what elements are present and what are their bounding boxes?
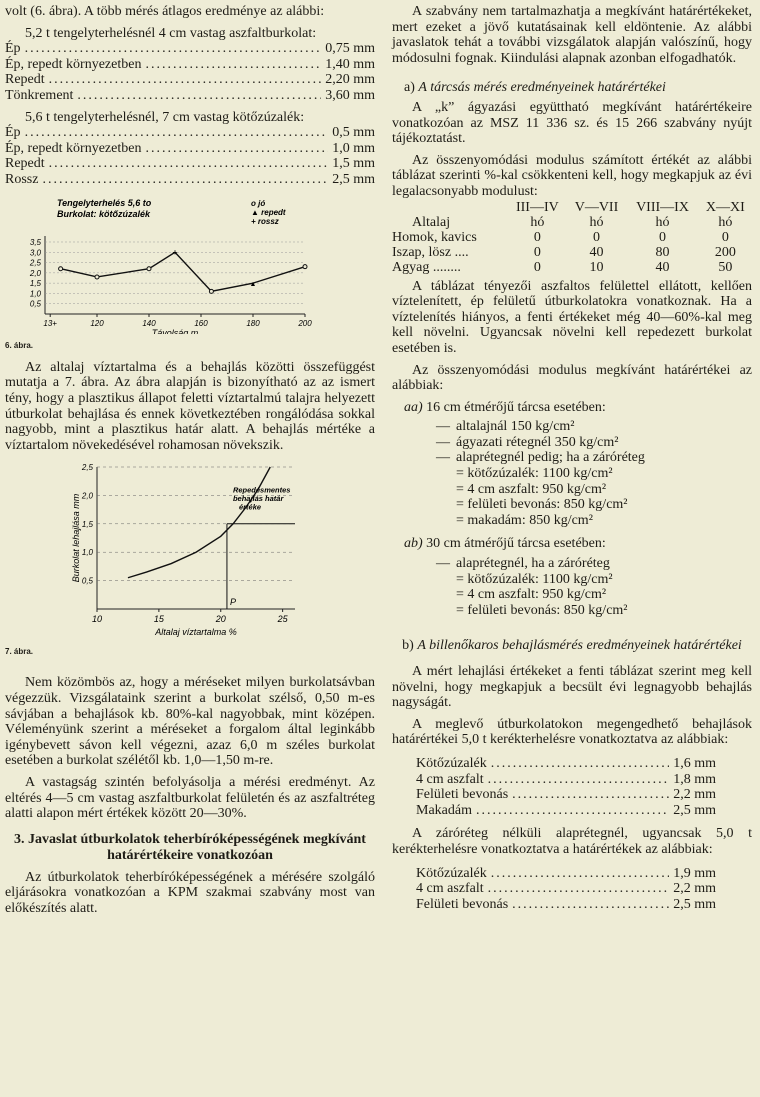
aa-list [392,419,752,528]
table-cell: Iszap, lösz .... [392,244,469,260]
dash-mark: — [436,450,450,466]
aa-label: aa) [404,399,423,415]
limit-item [392,450,752,466]
table-subheader-cell: hó [589,214,604,230]
value-amount: 2,5 mm [332,171,375,187]
ab-title: 30 cm átmérőjű tárcsa esetében: [426,536,606,552]
leader-dots [77,88,321,104]
value-label: Kötőzúzalék [416,865,487,881]
figure-7 [5,459,375,659]
paragraph-k: A „k” ágyazási együttható megkívánt határértékeire vonatkozóan az MSZ 11 336 sz. és 15 266 szabvány nyújt tájékoztatást. [392,99,752,147]
base-list [416,866,716,913]
value-amount: 0,5 mm [332,125,375,141]
x-tick-label: 180 [246,318,260,328]
data-line [61,252,305,291]
ab-label: ab) [404,536,423,552]
value-label: Rossz [5,171,39,187]
figure-6-chart [5,194,335,334]
figure-6-caption: 6. ábra. [5,341,34,351]
value-row [416,881,716,897]
value-label: Ép [5,125,21,141]
value-row [416,772,716,788]
table-cell: 200 [714,244,736,260]
limit-text: altalajnál 150 kg/cm² [456,419,575,435]
limit-item [392,435,752,451]
leader-dots [145,57,321,73]
value-label: Makadám [416,802,472,818]
paragraph-allowed: A meglevő útburkolatokon megengedhető behajlások határértékei 5,0 t kerékterhelésre vonatkoztatva az alábbiak: [392,716,752,748]
paragraph-standard: Az útburkolatok teherbíróképességének a mérésére szolgáló eljárásokra vonatkozóan a KPM szakmai szabvány most van előkészítés alatt. [5,869,375,916]
figure-6 [5,194,375,354]
y-tick-label: 1,5 [29,278,41,288]
data-point [303,264,307,268]
table-cell: 40 [589,244,604,260]
figure-7-caption: 7. ábra. [5,646,34,656]
value-amount: 2,5 mm [673,896,716,912]
table-cell: 10 [589,259,604,275]
ab-list [392,556,752,618]
table-subheader-cell: hó [655,214,670,230]
table-subheader-cell: hó [530,214,545,230]
y-tick-label: 2,0 [81,491,93,501]
value-row [5,141,375,157]
value-amount: 1,6 mm [673,755,716,771]
subsection-a-label: a) [404,80,415,96]
y-tick-label: 1,0 [29,288,41,298]
limit-subitem: = makadám: 850 kg/cm² [456,512,593,528]
leader-dots [42,172,328,188]
value-row [5,57,375,73]
table-cell: 50 [718,259,733,275]
data-point: + [172,246,178,257]
table-cell: Homok, kavics [392,229,477,245]
value-label: Ép [5,41,21,57]
limit-item [392,419,752,435]
paragraph-limits: Az összenyomódási modulus megkívánt határértékei az alábbiak: [392,362,752,394]
value-amount: 3,60 mm [325,87,375,103]
group1-list [5,41,375,103]
value-label: Kötőzúzalék [416,755,487,771]
y-tick-label: 0,5 [29,299,41,309]
paragraph-standard-cont: A szabvány nem tartalmazhatja a megkívánt határértékeket, mert ezeket a jövő kutatásainak kell eldöntenie. Az alábbi javaslatok tehát a további vizsgálatok alapján valószínű, hogy módosulni fognak. Kiindulási alapnak azonban elfogadhatók. [392,4,752,66]
x-tick-label: 10 [91,614,103,625]
value-label: Repedt [5,156,45,172]
table-header-cell: V—VII [574,199,619,215]
data-line [128,467,270,578]
leader-dots [491,866,669,882]
table-subheader-cell: Altalaj [412,214,451,230]
leader-dots [488,772,670,788]
value-amount: 2,20 mm [325,72,375,88]
legend-entry: ▲ repedt [251,207,286,217]
value-label: Repedt [5,72,45,88]
value-label: Ép, repedt környezetben [5,56,142,72]
value-label: Felületi bevonás [416,896,509,912]
value-label: 4 cm aszfalt [416,881,484,897]
group1-title: 5,2 t tengelyterhelésnél 4 cm vastag aszfaltburkolat: [25,25,317,41]
table-cell: 0 [533,259,541,275]
value-row [416,897,716,913]
value-label: Ép, repedt környezetben [5,140,142,156]
table-cell: 80 [655,244,670,260]
x-axis-label: Távolság m [151,327,199,334]
table-row [392,230,752,245]
value-amount: 0,75 mm [325,41,375,57]
value-row [416,756,716,772]
limit-subitem: = felületi bevonás: 850 kg/cm² [456,497,628,513]
chart-title-line1: Tengelyterhelés 5,6 to [57,197,152,208]
data-point [95,275,99,279]
limit-text: alaprétegnél pedig; ha a záróréteg [456,450,645,466]
dash-mark: — [436,556,450,572]
table-cell: 0 [659,229,666,245]
x-tick-label: 13+ [43,318,57,328]
table-subheader-cell: hó [718,214,733,230]
leader-dots [512,787,669,803]
ab-heading [404,536,752,552]
data-point [59,266,63,270]
paragraph-base: A záróréteg nélküli alaprétegnél, ugyancsak 5,0 t kerékterhelésre vonatkoztatva a határértékek az alábbiak: [392,826,752,857]
dash-mark: — [436,434,450,450]
y-tick-label: 1,0 [81,548,93,558]
y-tick-label: 1,5 [81,520,93,530]
seasonal-table [392,200,752,275]
subsection-a-title: A tárcsás mérés eredményeinek határértékei [418,80,666,96]
limit-subitem: = kötőzúzalék: 1100 kg/cm² [456,571,613,587]
y-tick-label: 2,0 [29,268,41,278]
annotation-line3: értéke [238,502,262,512]
left-column [5,4,375,917]
leader-dots [476,803,669,819]
x-tick-label: 25 [277,614,288,625]
group2-title: 5,6 t tengelyterhelésnél, 7 cm vastag kötőzúzalék: [25,109,305,125]
right-column [392,4,752,912]
value-amount: 1,40 mm [325,56,375,72]
table-cell: 40 [655,259,670,275]
paragraph-watercontent: Az altalaj víztartalma és a behajlás közötti összefüggést mutatja a 7. ábra. Az ábra alapján is bizonyítható az az ismert tény, hogy a plasztikus állapot feletti víztartalmú talajra helyezett útburkolat behajlása és ennek következtében rongálódása sokkal nagyobb, mint a plasztikus határ alatt. A behajlás mértéke a víztartalom növekedésével rohamosan növekszik. [5,359,375,453]
leader-dots [49,72,322,88]
x-tick-label: 160 [194,318,208,328]
x-tick-label: 15 [153,614,164,625]
value-row [5,72,375,88]
value-row [416,803,716,819]
value-amount: 1,5 mm [332,156,375,172]
limit-subitem: = 4 cm aszfalt: 950 kg/cm² [456,587,607,603]
value-row [5,125,375,141]
value-row [5,156,375,172]
table-row [392,245,752,260]
table-cell: Agyag ........ [392,259,461,275]
table-cell: 0 [533,244,541,260]
paragraph-thickness: A vastagság szintén befolyásolja a mérési eredményt. Az eltérés 4—5 cm vastag aszfaltburkolat felületén és az aszfaltréteg alatti alapon mért értékek között 20—30%. [5,775,375,822]
value-label: 4 cm aszfalt [416,771,484,787]
x-tick-label: 120 [90,318,104,328]
limit-text: ágyazati rétegnél 350 kg/cm² [456,434,619,450]
dash-mark: — [436,419,450,435]
x-tick-label: 140 [142,318,156,328]
y-axis-label: Burkolat lehajlása mm [71,494,81,583]
value-amount: 2,2 mm [673,787,716,803]
marker-label: P [229,597,236,608]
table-header-cell: X—XI [705,199,745,215]
limit-subitem: = felületi bevonás: 850 kg/cm² [456,602,628,618]
y-tick-label: 0,5 [81,576,93,586]
value-amount: 1,9 mm [673,865,716,881]
allowed-list [416,756,716,818]
section-heading: 3. Javaslat útburkolatok teherbíróképességének megkívánt határértékeire vonatkozóan [14,831,366,863]
value-amount: 1,0 mm [332,140,375,156]
value-row [416,787,716,803]
leader-dots [25,41,322,57]
y-tick-label: 2,5 [29,258,41,268]
paragraph-factors: A táblázat tényezői aszfaltos felülettel ellátott, kellően víztelenített, ép felületű útburkolatokra vonatkoznak. Ha a víztelenítés hiányos, a fenti értékeket még 40—60%-kal meg kell növelni. Ugyancsak növelni kell repedezett burkolat esetében is. [392,278,752,356]
table-cell: 0 [533,229,541,245]
legend-entry: o jó [251,198,266,208]
limit-subitem: = kötőzúzalék: 1100 kg/cm² [456,466,613,482]
data-point [147,266,151,270]
annotation-line1: Repedésmentes [232,485,291,495]
paragraph-increase: A mért lehajlási értékeket a fenti táblázat szerint meg kell növelni, hogy megkapjuk a becsült évi legnagyobb behajlás nagyságát. [392,664,752,711]
table-row [392,260,752,275]
group2-list [5,125,375,187]
x-tick-label: 200 [298,318,312,328]
value-label: Tönkrement [5,87,74,103]
value-row [416,866,716,882]
annotation-line2: behajlás határ [232,494,284,504]
data-point: ▲ [249,280,257,288]
value-amount: 1,8 mm [673,771,716,787]
paragraph-lane: Nem közömbös az, hogy a méréseket milyen burkolatsávban végezzük. Vizsgálataink szerint a burkolat szélső, 0,50 m-es sávjában a behajlások kb. 80%-kal nagyobbak, mint középen. Véleményünk szerint a méréseket a forgalom által leginkább igénybevett sávon kell végezni, azaz 6,0 m széles burkolat esetében a burkolat szélétől kb. 1,0—1,50 m-re. [5,675,375,769]
legend-entry: + rossz [251,216,279,226]
limit-item [392,556,752,572]
aa-title: 16 cm étmérőjű tárcsa esetében: [426,399,606,415]
value-row [5,172,375,188]
chart-title-line2: Burkolat: kötőzúzalék [57,208,151,219]
figure-7-chart [5,459,335,639]
value-row [5,88,375,104]
value-row [5,41,375,57]
y-tick-label: 3,5 [29,237,41,247]
value-amount: 2,2 mm [673,881,716,897]
table-cell: 0 [592,229,600,245]
intro-text: volt (6. ábra). A több mérés átlagos eredménye az alábbi: [5,4,325,19]
paragraph-modulus: Az összenyomódási modulus számított értékét az alábbi táblázat szerinti %-kal csökkenteni kell, hogy megkapjuk az évi legalacsonyabb modulust: [392,152,752,199]
leader-dots [488,881,670,897]
x-axis-label: Altalaj víztartalma % [155,627,237,638]
data-point [209,289,213,293]
leader-dots [491,756,669,772]
x-tick-label: 20 [215,614,226,625]
table-header-cell: III—IV [515,199,559,215]
limit-text: alaprétegnél, ha a záróréteg [456,556,610,572]
value-amount: 2,5 mm [673,802,716,818]
subsection-b-title: A billenőkaros behajlásmérés eredményeinek határértékei [417,638,742,654]
aa-heading [404,400,752,416]
subsection-a-heading [404,80,752,96]
y-tick-label: 3,0 [29,247,41,257]
leader-dots [512,897,669,913]
y-tick-label: 2,5 [81,463,93,473]
limit-subitem: = 4 cm aszfalt: 950 kg/cm² [456,481,607,497]
table-cell: 0 [721,229,729,245]
table-header-cell: VIII—IX [636,199,689,215]
value-label: Felületi bevonás [416,787,509,803]
leader-dots [145,141,328,157]
subsection-b-label: b) [402,638,414,654]
leader-dots [25,125,329,141]
subsection-b-heading [392,638,752,654]
leader-dots [49,156,329,172]
